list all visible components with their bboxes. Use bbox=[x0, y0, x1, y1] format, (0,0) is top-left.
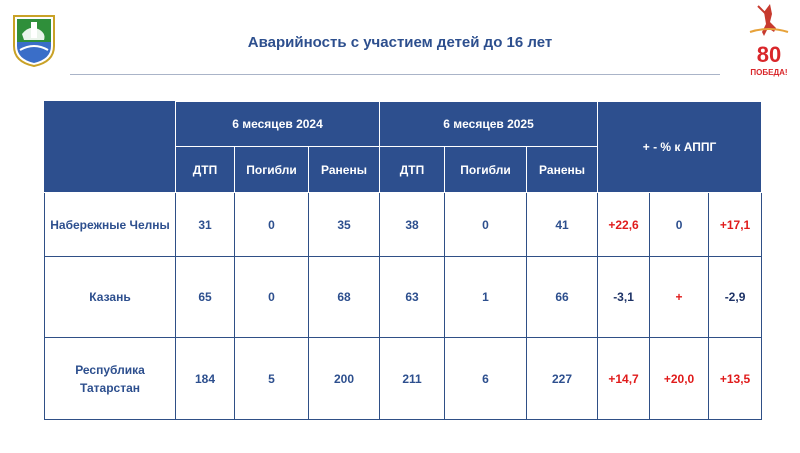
change-died-cell: + bbox=[650, 257, 709, 338]
group-header-2025: 6 месяцев 2025 bbox=[380, 102, 598, 147]
region-cell: Набережные Челны bbox=[45, 193, 176, 257]
injured-2024-cell: 200 bbox=[309, 338, 380, 420]
dtp-2024-cell: 65 bbox=[176, 257, 235, 338]
sub-header-injured-2024: Ранены bbox=[309, 147, 380, 193]
change-died-cell: 0 bbox=[650, 193, 709, 257]
victory-80-number: 80 bbox=[756, 42, 782, 67]
table-row bbox=[45, 257, 762, 338]
table-group-header-row bbox=[45, 102, 762, 147]
injured-2024-cell: 35 bbox=[309, 193, 380, 257]
sub-header-died-2025: Погибли bbox=[445, 147, 527, 193]
change-injured-cell: -2,9 bbox=[709, 257, 762, 338]
title-divider bbox=[70, 74, 720, 75]
dtp-2025-cell: 38 bbox=[380, 193, 445, 257]
dtp-2025-cell: 63 bbox=[380, 257, 445, 338]
injured-2024-cell: 68 bbox=[309, 257, 380, 338]
injured-2025-cell: 227 bbox=[527, 338, 598, 420]
injured-2025-cell: 41 bbox=[527, 193, 598, 257]
change-died-cell: +20,0 bbox=[650, 338, 709, 420]
region-cell: Казань bbox=[45, 257, 176, 338]
slide-title: Аварийность с участием детей до 16 лет bbox=[247, 34, 553, 51]
died-2024-cell: 0 bbox=[235, 193, 309, 257]
change-injured-cell: +13,5 bbox=[709, 338, 762, 420]
table-row bbox=[45, 193, 762, 257]
group-header-2024: 6 месяцев 2024 bbox=[176, 102, 380, 147]
dtp-2024-cell: 184 bbox=[176, 338, 235, 420]
died-2024-cell: 0 bbox=[235, 257, 309, 338]
group-header-change: + - % к АППГ bbox=[598, 102, 762, 193]
died-2025-cell: 1 bbox=[445, 257, 527, 338]
region-cell: Республика Татарстан bbox=[45, 338, 176, 420]
died-2024-cell: 5 bbox=[235, 338, 309, 420]
dtp-2025-cell: 211 bbox=[380, 338, 445, 420]
change-injured-cell: +17,1 bbox=[709, 193, 762, 257]
change-dtp-cell: -3,1 bbox=[598, 257, 650, 338]
table-corner-cell bbox=[45, 102, 176, 193]
sub-header-dtp-2025: ДТП bbox=[380, 147, 445, 193]
died-2025-cell: 6 bbox=[445, 338, 527, 420]
sub-header-injured-2025: Ранены bbox=[527, 147, 598, 193]
sub-header-dtp-2024: ДТП bbox=[176, 147, 235, 193]
injured-2025-cell: 66 bbox=[527, 257, 598, 338]
sub-header-died-2024: Погибли bbox=[235, 147, 309, 193]
victory-80-text: ПОБЕДА! bbox=[750, 68, 788, 77]
change-dtp-cell: +22,6 bbox=[598, 193, 650, 257]
victory-80-icon bbox=[748, 2, 790, 78]
accident-table bbox=[44, 101, 762, 420]
table-row bbox=[45, 338, 762, 420]
change-dtp-cell: +14,7 bbox=[598, 338, 650, 420]
died-2025-cell: 0 bbox=[445, 193, 527, 257]
dtp-2024-cell: 31 bbox=[176, 193, 235, 257]
